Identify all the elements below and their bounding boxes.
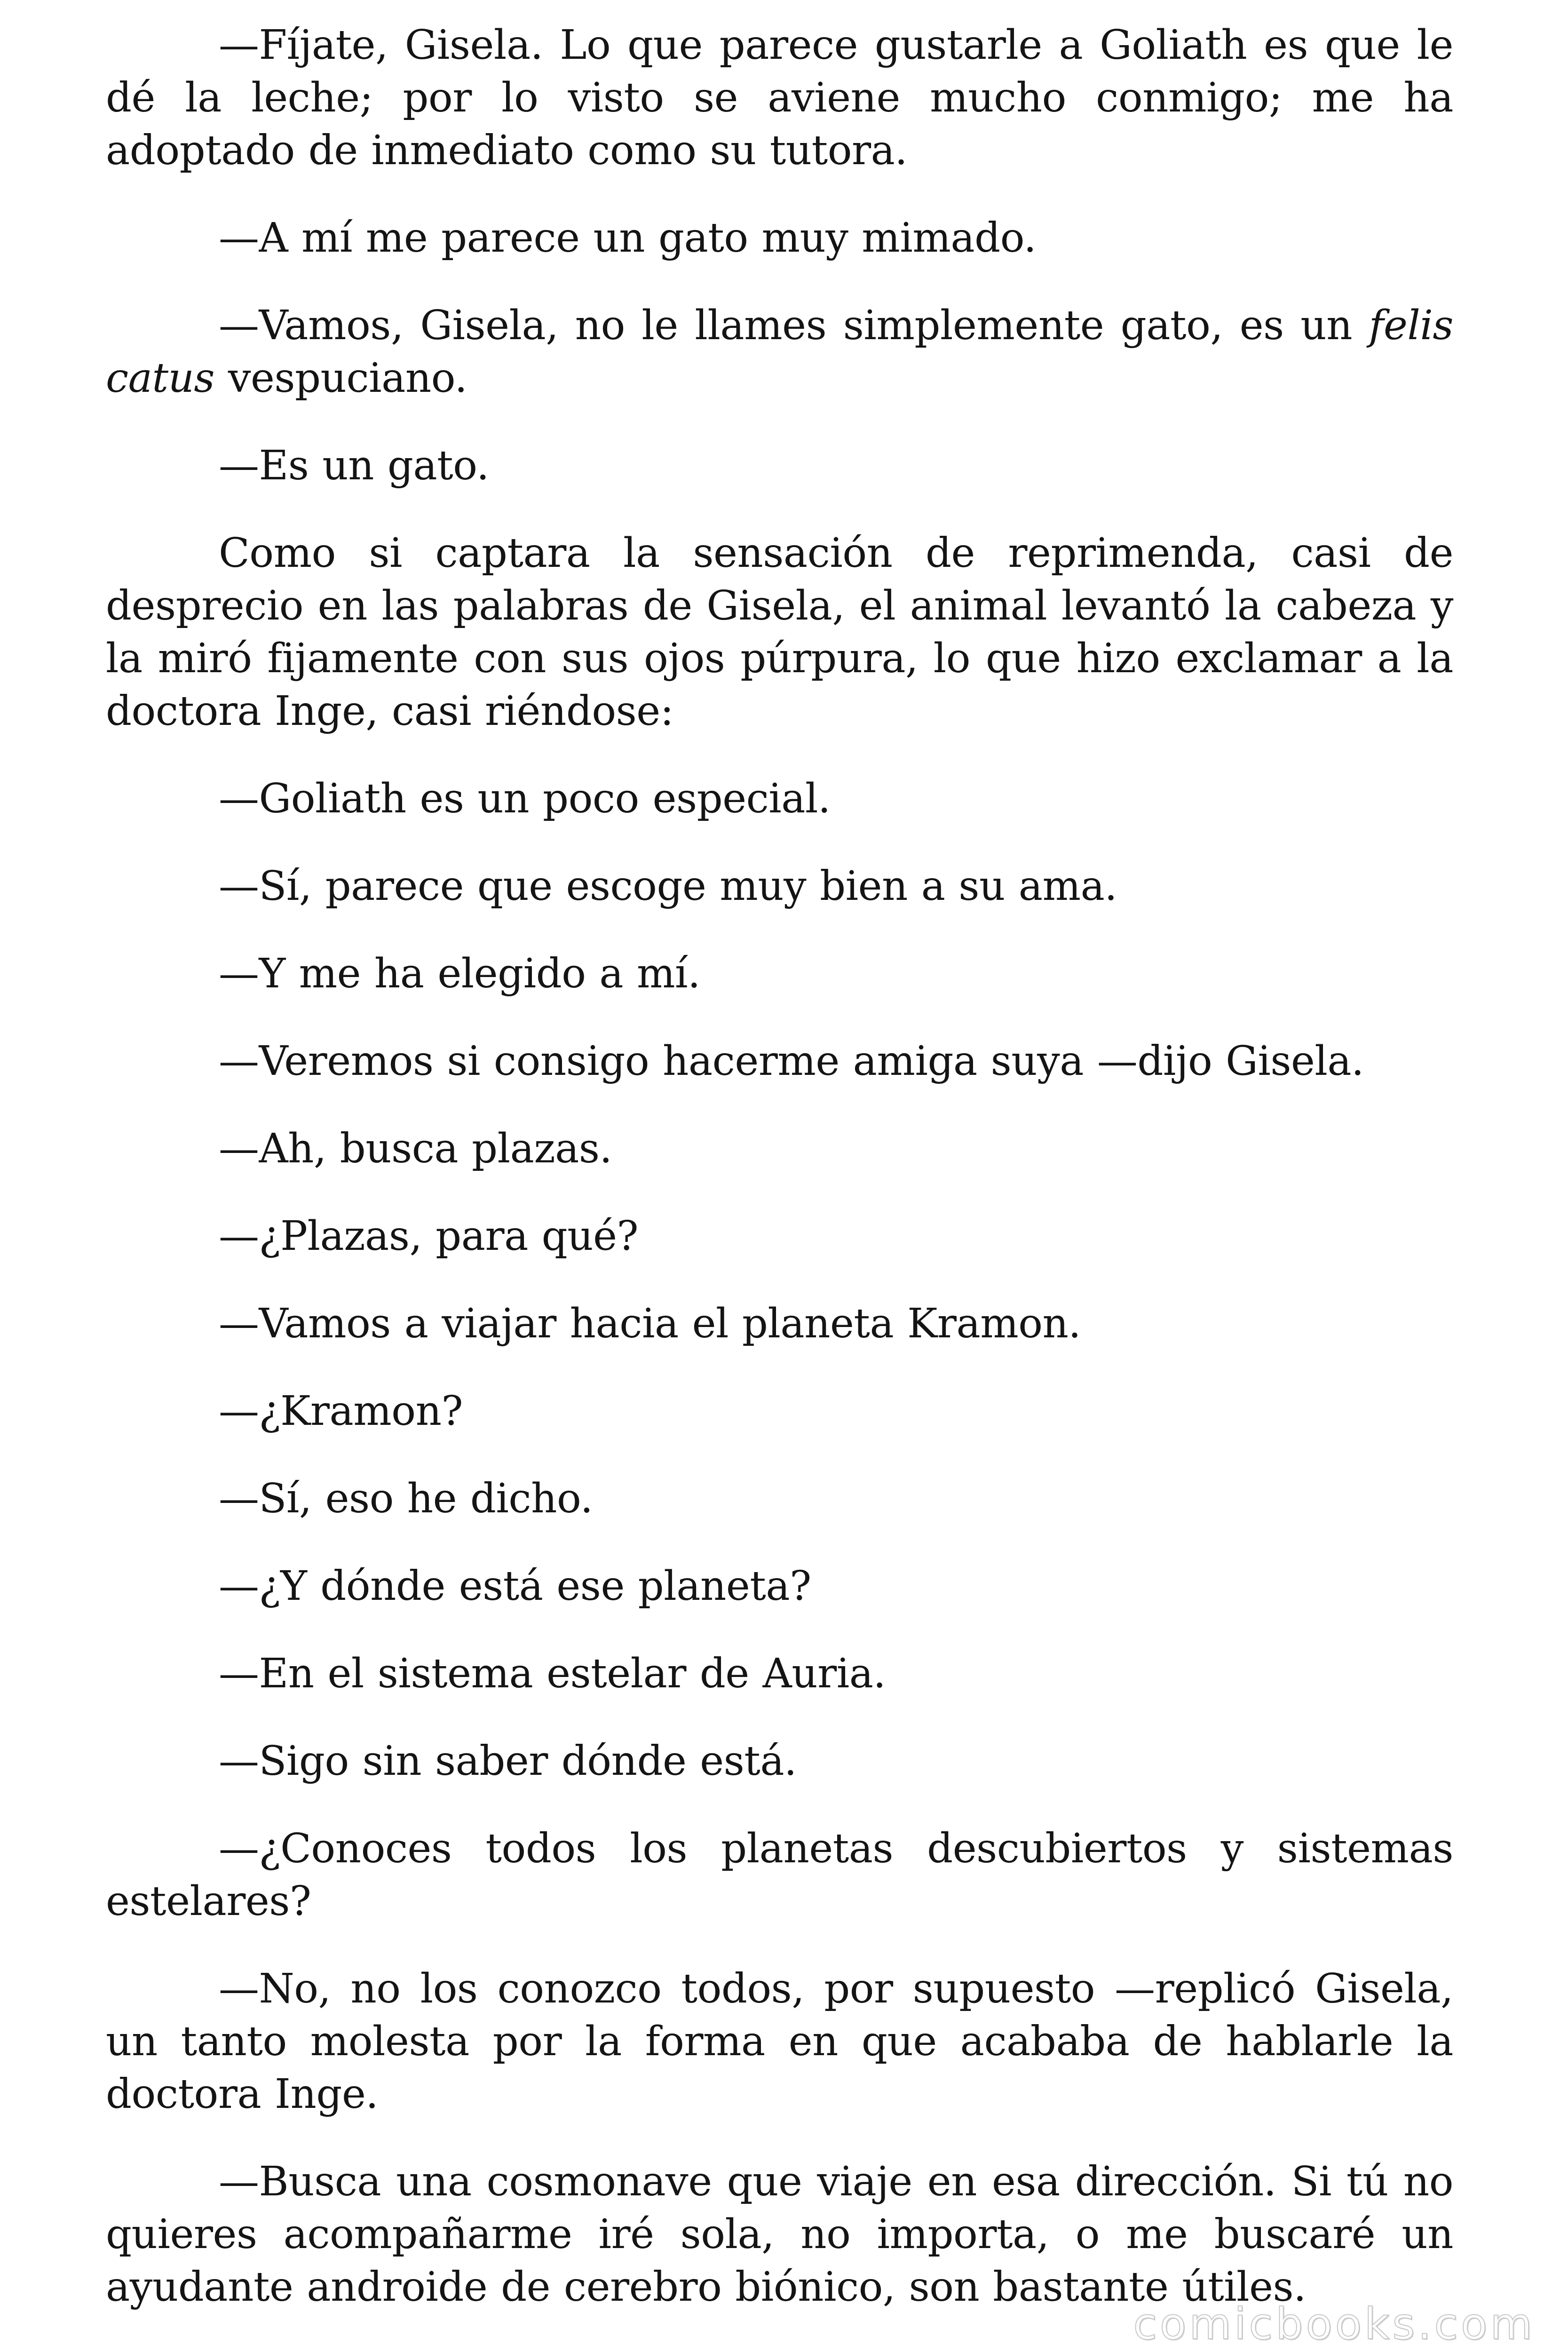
- paragraph: —¿Y dónde está ese planeta?: [219, 1563, 811, 1610]
- watermark: comicbooks.com: [1133, 2299, 1535, 2349]
- paragraph: —¿Kramon?: [219, 1388, 463, 1435]
- document-page: [106, 19, 1453, 2348]
- paragraph: —Sí, parece que escoge muy bien a su ama.: [219, 863, 1117, 910]
- paragraph: [106, 299, 1453, 405]
- paragraph: —¿Plazas, para qué?: [219, 1213, 639, 1260]
- paragraph: —Sigo sin saber dónde está.: [219, 1738, 797, 1785]
- paragraph: —Goliath es un poco especial.: [219, 775, 831, 822]
- paragraph: —¿Conoces todos los planetas descubiertos y sistemas estelares?: [106, 1825, 1453, 1925]
- italic-term: felis catus: [106, 302, 1453, 402]
- paragraph: —En el sistema estelar de Auria.: [219, 1650, 886, 1697]
- paragraph: —Es un gato.: [219, 442, 489, 489]
- paragraph: Como si captara la sensación de reprimenda, casi de desprecio en las palabras de Gisela, el animal levantó la cabeza y la miró fijamente con sus ojos púrpura, lo que hizo exclamar a la doctora Inge, casi riéndose:: [106, 530, 1453, 735]
- paragraph: —Fíjate, Gisela. Lo que parece gustarle a Goliath es que le dé la leche; por lo visto se aviene mucho conmigo; me ha adoptado de inmediato como su tutora.: [106, 22, 1453, 174]
- paragraph: —A mí me parece un gato muy mimado.: [219, 215, 1037, 262]
- paragraph: —Sí, eso he dicho.: [219, 1475, 593, 1522]
- paragraph-text: vespuciano.: [214, 355, 467, 402]
- paragraph: —Vamos a viajar hacia el planeta Kramon.: [219, 1300, 1081, 1347]
- paragraph: —Ah, busca plazas.: [219, 1125, 612, 1172]
- paragraph: —No, no los conozco todos, por supuesto —replicó Gisela, un tanto molesta por la forma en que acababa de hablarle la doctora Inge.: [106, 1965, 1453, 2118]
- paragraph: —Busca una cosmonave que viaje en esa dirección. Si tú no quieres acompañarme iré sola, no importa, o me buscaré un ayudante androide de cerebro biónico, son bastante útiles.: [106, 2158, 1453, 2311]
- paragraph: —Y me ha elegido a mí.: [219, 950, 700, 997]
- paragraph: —Veremos si consigo hacerme amiga suya —dijo Gisela.: [219, 1038, 1364, 1085]
- paragraph-text: —Vamos, Gisela, no le llames simplemente gato, es un: [219, 302, 1369, 349]
